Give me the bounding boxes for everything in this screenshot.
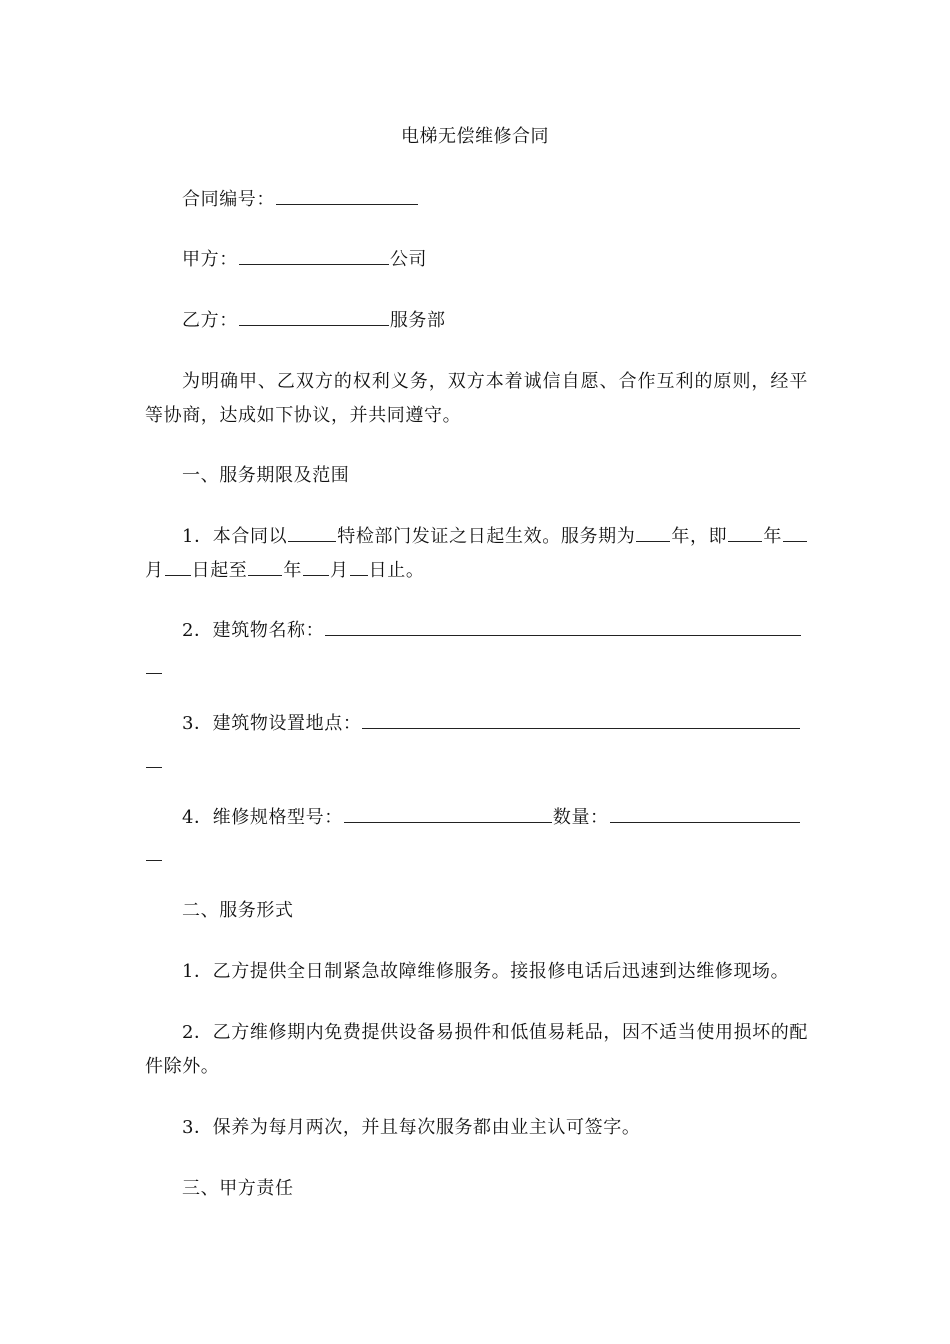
blank	[165, 557, 191, 576]
building-location-blank	[362, 710, 800, 729]
s1-item1-text: 日止。	[368, 560, 425, 581]
contract-number-blank	[276, 186, 418, 205]
s1-item1-text: 特检部门发证之日起生效。服务期为	[337, 526, 636, 547]
section-1-item-2-cont	[145, 652, 808, 686]
section-2-item-2: 2．乙方维修期内免费提供设备易损件和低值易耗品，因不适当使用损坏的配件除外。	[145, 1022, 808, 1077]
blank	[303, 557, 329, 576]
section-1-item-3-cont	[145, 746, 808, 780]
section-1-item-3	[145, 707, 845, 741]
s1-item1-text: 年	[283, 560, 303, 581]
party-a-line	[145, 243, 845, 277]
blank	[636, 523, 670, 542]
blank	[248, 557, 282, 576]
party-b-suffix: 服务部	[389, 310, 446, 331]
contract-number-label: 合同编号：	[182, 189, 275, 210]
building-location-label: 3．建筑物设置地点：	[182, 713, 362, 734]
blank	[783, 523, 807, 542]
section-1-item-4-cont	[145, 839, 808, 873]
blank	[146, 655, 162, 674]
contract-number-line	[145, 183, 845, 217]
section-1-item-4	[145, 801, 845, 835]
building-name-blank	[325, 617, 801, 636]
section-2-item-3: 3．保养为每月两次，并且每次服务都由业主认可签字。	[182, 1117, 641, 1138]
party-a-suffix: 公司	[389, 249, 428, 270]
section-1-item-2	[145, 614, 845, 648]
intro-paragraph: 为明确甲、乙双方的权利义务，双方本着诚信自愿、合作互利的原则，经平等协商，达成如下协议，并共同遵守。	[145, 371, 808, 426]
s1-item1-text: 年，即	[671, 526, 728, 547]
blank	[146, 749, 162, 768]
section-2-heading: 二、服务形式	[182, 900, 294, 921]
section-1-item-1	[145, 520, 808, 588]
party-a-blank	[239, 246, 389, 265]
s1-item1-text: 年	[763, 526, 782, 547]
s1-item1-text: 月	[330, 560, 349, 581]
building-name-label: 2．建筑物名称：	[182, 620, 325, 641]
quantity-blank	[610, 804, 800, 823]
blank	[728, 523, 762, 542]
section-3-heading: 三、甲方责任	[182, 1178, 294, 1199]
party-a-label: 甲方：	[182, 249, 238, 270]
party-b-line	[145, 304, 845, 338]
section-1-heading: 一、服务期限及范围	[182, 465, 350, 486]
blank	[288, 523, 336, 542]
model-label: 4．维修规格型号：	[182, 807, 343, 828]
s1-item1-text: 月	[145, 560, 164, 581]
s1-item1-text: 日起至	[191, 560, 248, 581]
s1-item1-text: 1．本合同以	[182, 526, 288, 547]
party-b-blank	[239, 307, 389, 326]
party-b-label: 乙方：	[182, 310, 238, 331]
section-2-item-1: 1．乙方提供全日制紧急故障维修服务。接报修电话后迅速到达维修现场。	[182, 961, 790, 982]
blank	[350, 557, 368, 576]
model-blank	[344, 804, 552, 823]
blank	[146, 842, 162, 861]
quantity-label: 数量：	[552, 807, 609, 828]
document-title: 电梯无偿维修合同	[401, 126, 549, 147]
